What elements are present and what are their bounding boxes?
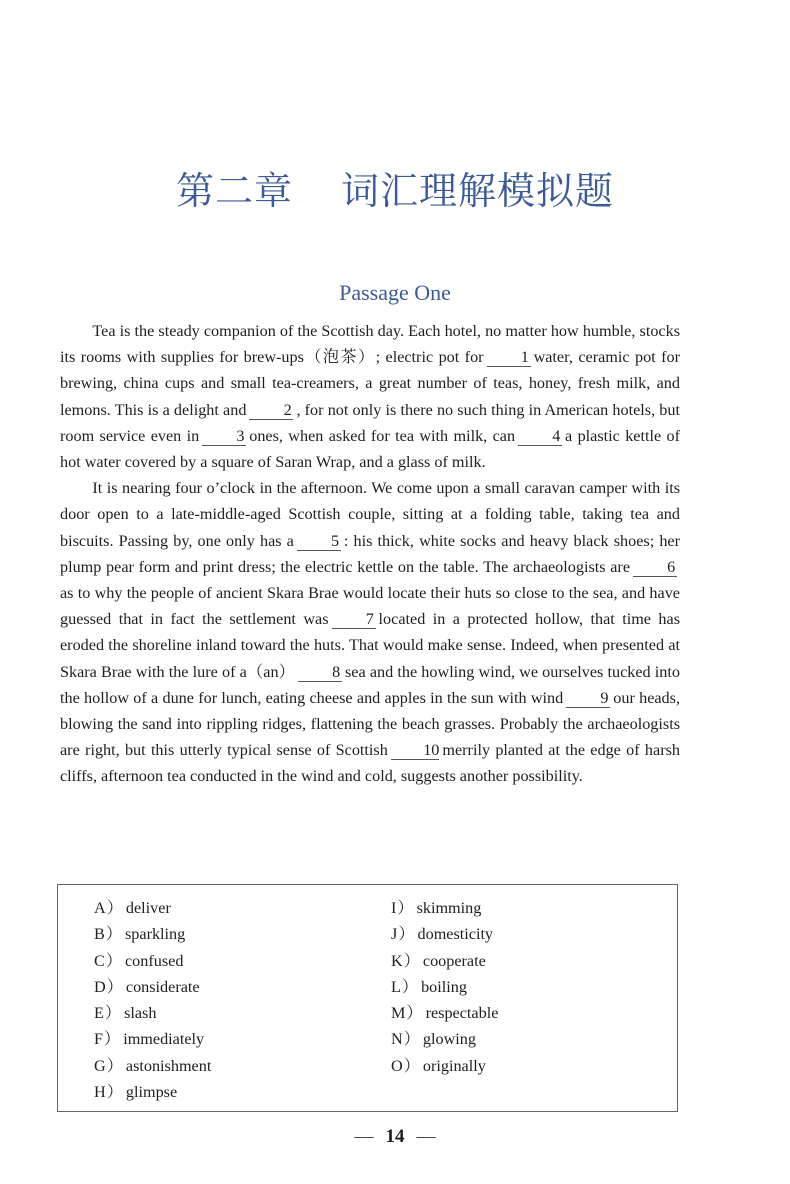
chapter-label: 第二章 xyxy=(175,169,293,213)
text-segment: : his thick, white socks and heavy black shoes; her plump pear form and print dress; the electric kettle on the table. The archaeologists are xyxy=(60,531,681,576)
option-word: immediately xyxy=(123,1030,205,1049)
blank-1: 1 xyxy=(487,349,531,367)
option-word: skimming xyxy=(416,899,482,917)
text-segment: located in a protected hollow, that time has eroded the shoreline inland toward the huts. That would make sense. Indeed, when presented at Skara Brae with the lure of a（an） xyxy=(60,610,680,681)
option-k xyxy=(391,948,498,974)
dash-left: — xyxy=(354,1126,374,1147)
option-a xyxy=(94,895,211,921)
option-paren: ） xyxy=(104,1004,122,1023)
option-j xyxy=(391,921,498,947)
option-letter: F xyxy=(94,1030,104,1049)
passage-body xyxy=(60,318,680,790)
option-word: confused xyxy=(125,951,184,970)
text-segment: It is nearing four o’clock in the afternoon. We come upon a small caravan camper with its door open to a late-middle-aged Scottish couple, sitting at a folding table, taking tea and biscuits. Passing by, one only has a xyxy=(60,479,680,550)
option-e xyxy=(94,1000,211,1026)
blank-9: 9 xyxy=(566,690,610,708)
text-segment: Tea is the steady companion of the Scottish day. Each hotel, no matter how humble, stocks its rooms with supplies for brew-ups（泡茶）; electric pot for xyxy=(60,322,680,367)
option-letter: I xyxy=(391,899,397,917)
option-paren: ） xyxy=(105,925,122,944)
chapter-title xyxy=(0,160,790,215)
option-n xyxy=(391,1026,498,1052)
option-i xyxy=(391,895,498,921)
word-bank-box xyxy=(57,884,678,1112)
page-footer xyxy=(0,1126,790,1148)
page-number: 14 xyxy=(385,1126,405,1147)
dash-right: — xyxy=(416,1126,436,1147)
option-l xyxy=(391,974,498,1000)
text-segment: sea and the howling wind, we ourselves tucked into the hollow of a dune for lunch, eating cheese and apples in the sun with wind xyxy=(60,662,680,707)
option-letter: C xyxy=(94,951,105,970)
option-letter: J xyxy=(391,925,398,944)
option-b xyxy=(94,921,211,947)
option-word: respectable xyxy=(425,1004,499,1023)
option-word: slash xyxy=(124,1004,157,1023)
option-paren: ） xyxy=(106,977,123,996)
option-paren: ） xyxy=(403,1030,420,1049)
option-paren: ） xyxy=(403,1056,420,1075)
blank-2: 2 xyxy=(249,402,293,420)
option-word: deliver xyxy=(125,899,171,917)
option-paren: ） xyxy=(106,1056,123,1075)
blank-6: 6 xyxy=(633,559,677,577)
paragraph-2 xyxy=(60,475,680,789)
option-m xyxy=(391,1000,498,1026)
word-bank-right-column xyxy=(391,895,498,1079)
text-segment: a plastic kettle of hot water covered by a square of Saran Wrap, and a glass of milk. xyxy=(60,426,680,472)
option-letter: H xyxy=(94,1083,106,1102)
text-segment: merrily planted at the edge of harsh cliffs, afternoon tea conducted in the wind and cold, suggests another possibility. xyxy=(60,741,680,786)
option-letter: M xyxy=(391,1004,406,1023)
blank-8: 8 xyxy=(298,664,342,682)
option-d xyxy=(94,974,211,1000)
option-paren: ） xyxy=(105,951,122,970)
option-paren: ） xyxy=(106,899,123,917)
option-c xyxy=(94,948,211,974)
option-word: glowing xyxy=(422,1030,476,1049)
option-letter: K xyxy=(391,951,403,970)
option-letter: L xyxy=(391,977,401,996)
option-letter: D xyxy=(94,977,106,996)
option-paren: ） xyxy=(398,925,415,944)
passage-title: Passage One xyxy=(339,280,451,305)
option-letter: N xyxy=(391,1030,403,1049)
option-letter: B xyxy=(94,925,105,944)
text-segment: our heads, blowing the sand into rippling ridges, flattening the beach grasses. Probably the archaeologists are right, but this utterly typical sense of Scottish xyxy=(60,688,681,760)
option-letter: O xyxy=(391,1056,403,1075)
chapter-heading: 词汇理解模拟题 xyxy=(341,169,615,213)
option-word: cooperate xyxy=(422,951,486,970)
option-paren: ） xyxy=(406,1004,423,1023)
option-word: boiling xyxy=(421,977,467,996)
option-paren: ） xyxy=(397,899,414,917)
option-f xyxy=(94,1026,211,1052)
option-word: glimpse xyxy=(125,1083,178,1102)
option-word: domesticity xyxy=(417,925,494,944)
blank-10: 10 xyxy=(391,742,440,760)
option-paren: ） xyxy=(401,977,419,996)
option-paren: ） xyxy=(104,1030,121,1049)
word-bank-left-column xyxy=(94,895,211,1105)
option-word: originally xyxy=(422,1056,486,1075)
option-paren: ） xyxy=(106,1083,123,1102)
blank-7: 7 xyxy=(332,611,376,629)
option-g xyxy=(94,1053,211,1079)
text-segment: ones, when asked for tea with milk, can xyxy=(249,426,516,445)
blank-4: 4 xyxy=(518,428,562,446)
paragraph-1 xyxy=(60,318,680,475)
option-letter: E xyxy=(94,1004,104,1023)
blank-5: 5 xyxy=(297,533,341,551)
text-segment: as to why the people of ancient Skara Brae would locate their huts so close to the sea, and have guessed that in fact the settlement was xyxy=(60,584,680,629)
option-word: considerate xyxy=(125,977,200,996)
option-paren: ） xyxy=(403,951,420,970)
text-segment: water, ceramic pot for brewing, china cups and small tea-creamers, a great number of teas, honey, fresh milk, and lemons. This is a delight and xyxy=(60,348,680,419)
option-word: astonishment xyxy=(125,1056,212,1075)
option-letter: G xyxy=(94,1056,106,1075)
option-letter: A xyxy=(94,899,106,917)
option-o xyxy=(391,1053,498,1079)
blank-3: 3 xyxy=(202,428,246,446)
option-h xyxy=(94,1079,211,1105)
text-segment: , for not only is there no such thing in American hotels, but room service even in xyxy=(60,400,680,445)
option-word: sparkling xyxy=(125,925,186,944)
